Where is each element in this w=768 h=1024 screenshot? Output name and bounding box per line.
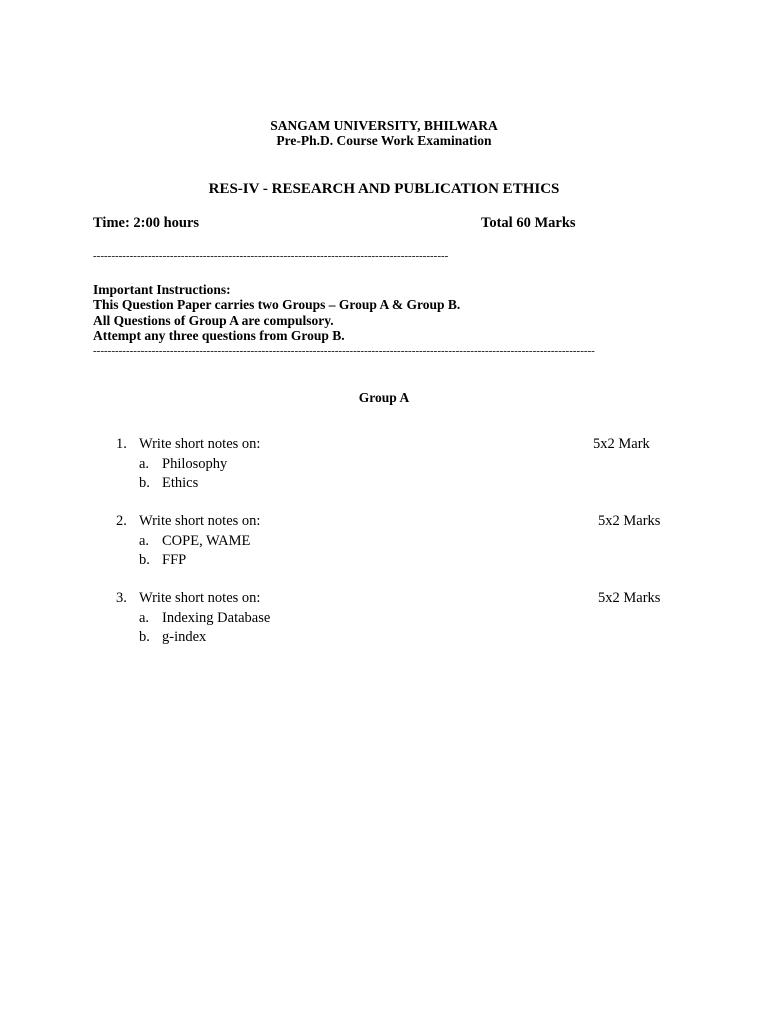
- instruction-line: This Question Paper carries two Groups – Group A & Group B.: [93, 297, 461, 312]
- question-text: Write short notes on:: [139, 513, 261, 529]
- question-marks: 5x2 Mark: [593, 436, 650, 452]
- university-name: SANGAM UNIVERSITY, BHILWARA: [270, 118, 498, 133]
- sub-item-letter: a.: [139, 456, 150, 472]
- sub-item-letter: b.: [139, 629, 150, 645]
- sub-item-letter: a.: [139, 610, 150, 626]
- question-number: 3.: [116, 590, 127, 606]
- group-a-title: Group A: [358, 390, 410, 405]
- question-number: 2.: [116, 513, 127, 529]
- sub-item-text: Indexing Database: [162, 610, 271, 626]
- divider-line: -----------------------------------------------------------------------------------------------------------------------------------------: [93, 345, 595, 357]
- total-marks: Total 60 Marks: [481, 215, 576, 231]
- question-number: 1.: [116, 436, 127, 452]
- sub-item-letter: a.: [139, 533, 150, 549]
- exam-duration: Time: 2:00 hours: [93, 215, 200, 231]
- instruction-line: Attempt any three questions from Group B.: [93, 328, 345, 343]
- question-marks: 5x2 Marks: [598, 513, 661, 529]
- divider-line: -------------------------------------------------------------------------------------------------: [93, 250, 449, 262]
- instructions-title: Important Instructions:: [93, 282, 231, 297]
- instruction-line: All Questions of Group A are compulsory.: [93, 313, 334, 328]
- sub-item-text: Philosophy: [162, 456, 228, 472]
- sub-item-text: g-index: [162, 629, 207, 645]
- sub-item-letter: b.: [139, 475, 150, 491]
- exam-title: Pre-Ph.D. Course Work Examination: [276, 133, 492, 148]
- sub-item-text: COPE, WAME: [162, 533, 251, 549]
- sub-item-text: FFP: [162, 552, 187, 568]
- sub-item-letter: b.: [139, 552, 150, 568]
- course-title: RES-IV - RESEARCH AND PUBLICATION ETHICS: [208, 181, 560, 197]
- sub-item-text: Ethics: [162, 475, 199, 491]
- question-text: Write short notes on:: [139, 436, 261, 452]
- question-marks: 5x2 Marks: [598, 590, 661, 606]
- question-text: Write short notes on:: [139, 590, 261, 606]
